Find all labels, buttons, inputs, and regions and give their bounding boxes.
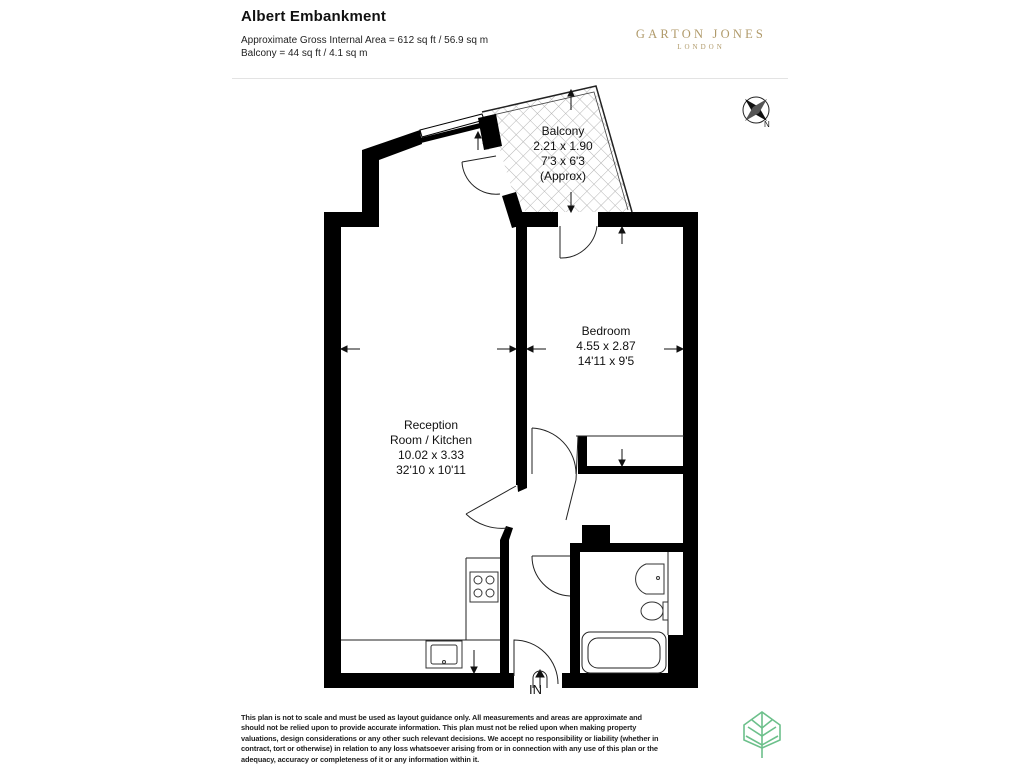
entrance-label: IN <box>529 682 542 697</box>
hob <box>470 572 498 602</box>
reception-metric: 10.02 x 3.33 <box>397 448 465 462</box>
kitchen-sink <box>426 641 462 668</box>
bedroom-metric: 4.55 x 2.87 <box>576 339 636 353</box>
property-title: Albert Embankment <box>241 8 387 25</box>
disclaimer-text: This plan is not to scale and must be used as layout guidance only. All measurements and areas are approximate and should not be relied upon to provide accurate information. This plan must not be relied upon when making property valuations, design considerations or any other such relevant decisions. We accept no responsibility or liability (whether in contract, tort or otherwise) in relation to any loss whatsoever arising from or in connection with any use of this plan or the adequacy, accuracy or completeness of it or any information within it. <box>241 713 659 764</box>
reception-label <box>371 418 491 478</box>
reception-name-2: Room / Kitchen <box>389 433 473 447</box>
bedroom-name: Bedroom <box>581 324 631 338</box>
balcony-area-text: Balcony = 44 sq ft / 4.1 sq m <box>241 48 368 59</box>
bedroom-imperial: 14'11 x 9'5 <box>577 354 635 368</box>
compass-north-label: N <box>764 120 770 129</box>
bathroom-basin <box>636 564 664 594</box>
balcony-label <box>515 124 611 184</box>
bedroom-label <box>556 324 656 369</box>
reception-name-1: Reception <box>403 418 459 432</box>
wc <box>641 602 668 620</box>
eco-leaf-icon <box>744 712 780 758</box>
balcony-note: (Approx) <box>539 169 586 183</box>
walls <box>324 114 698 688</box>
balcony-metric: 2.21 x 1.90 <box>533 139 593 153</box>
balcony-name: Balcony <box>541 124 585 138</box>
gross-area-text: Approximate Gross Internal Area = 612 sq ft / 56.9 sq m <box>241 35 489 46</box>
balcony-imperial: 7'3 x 6'3 <box>541 154 585 168</box>
brand-name: GARTON JONES <box>635 27 767 41</box>
reception-imperial: 32'10 x 10'11 <box>396 463 466 477</box>
brand-city: LONDON <box>677 43 725 51</box>
